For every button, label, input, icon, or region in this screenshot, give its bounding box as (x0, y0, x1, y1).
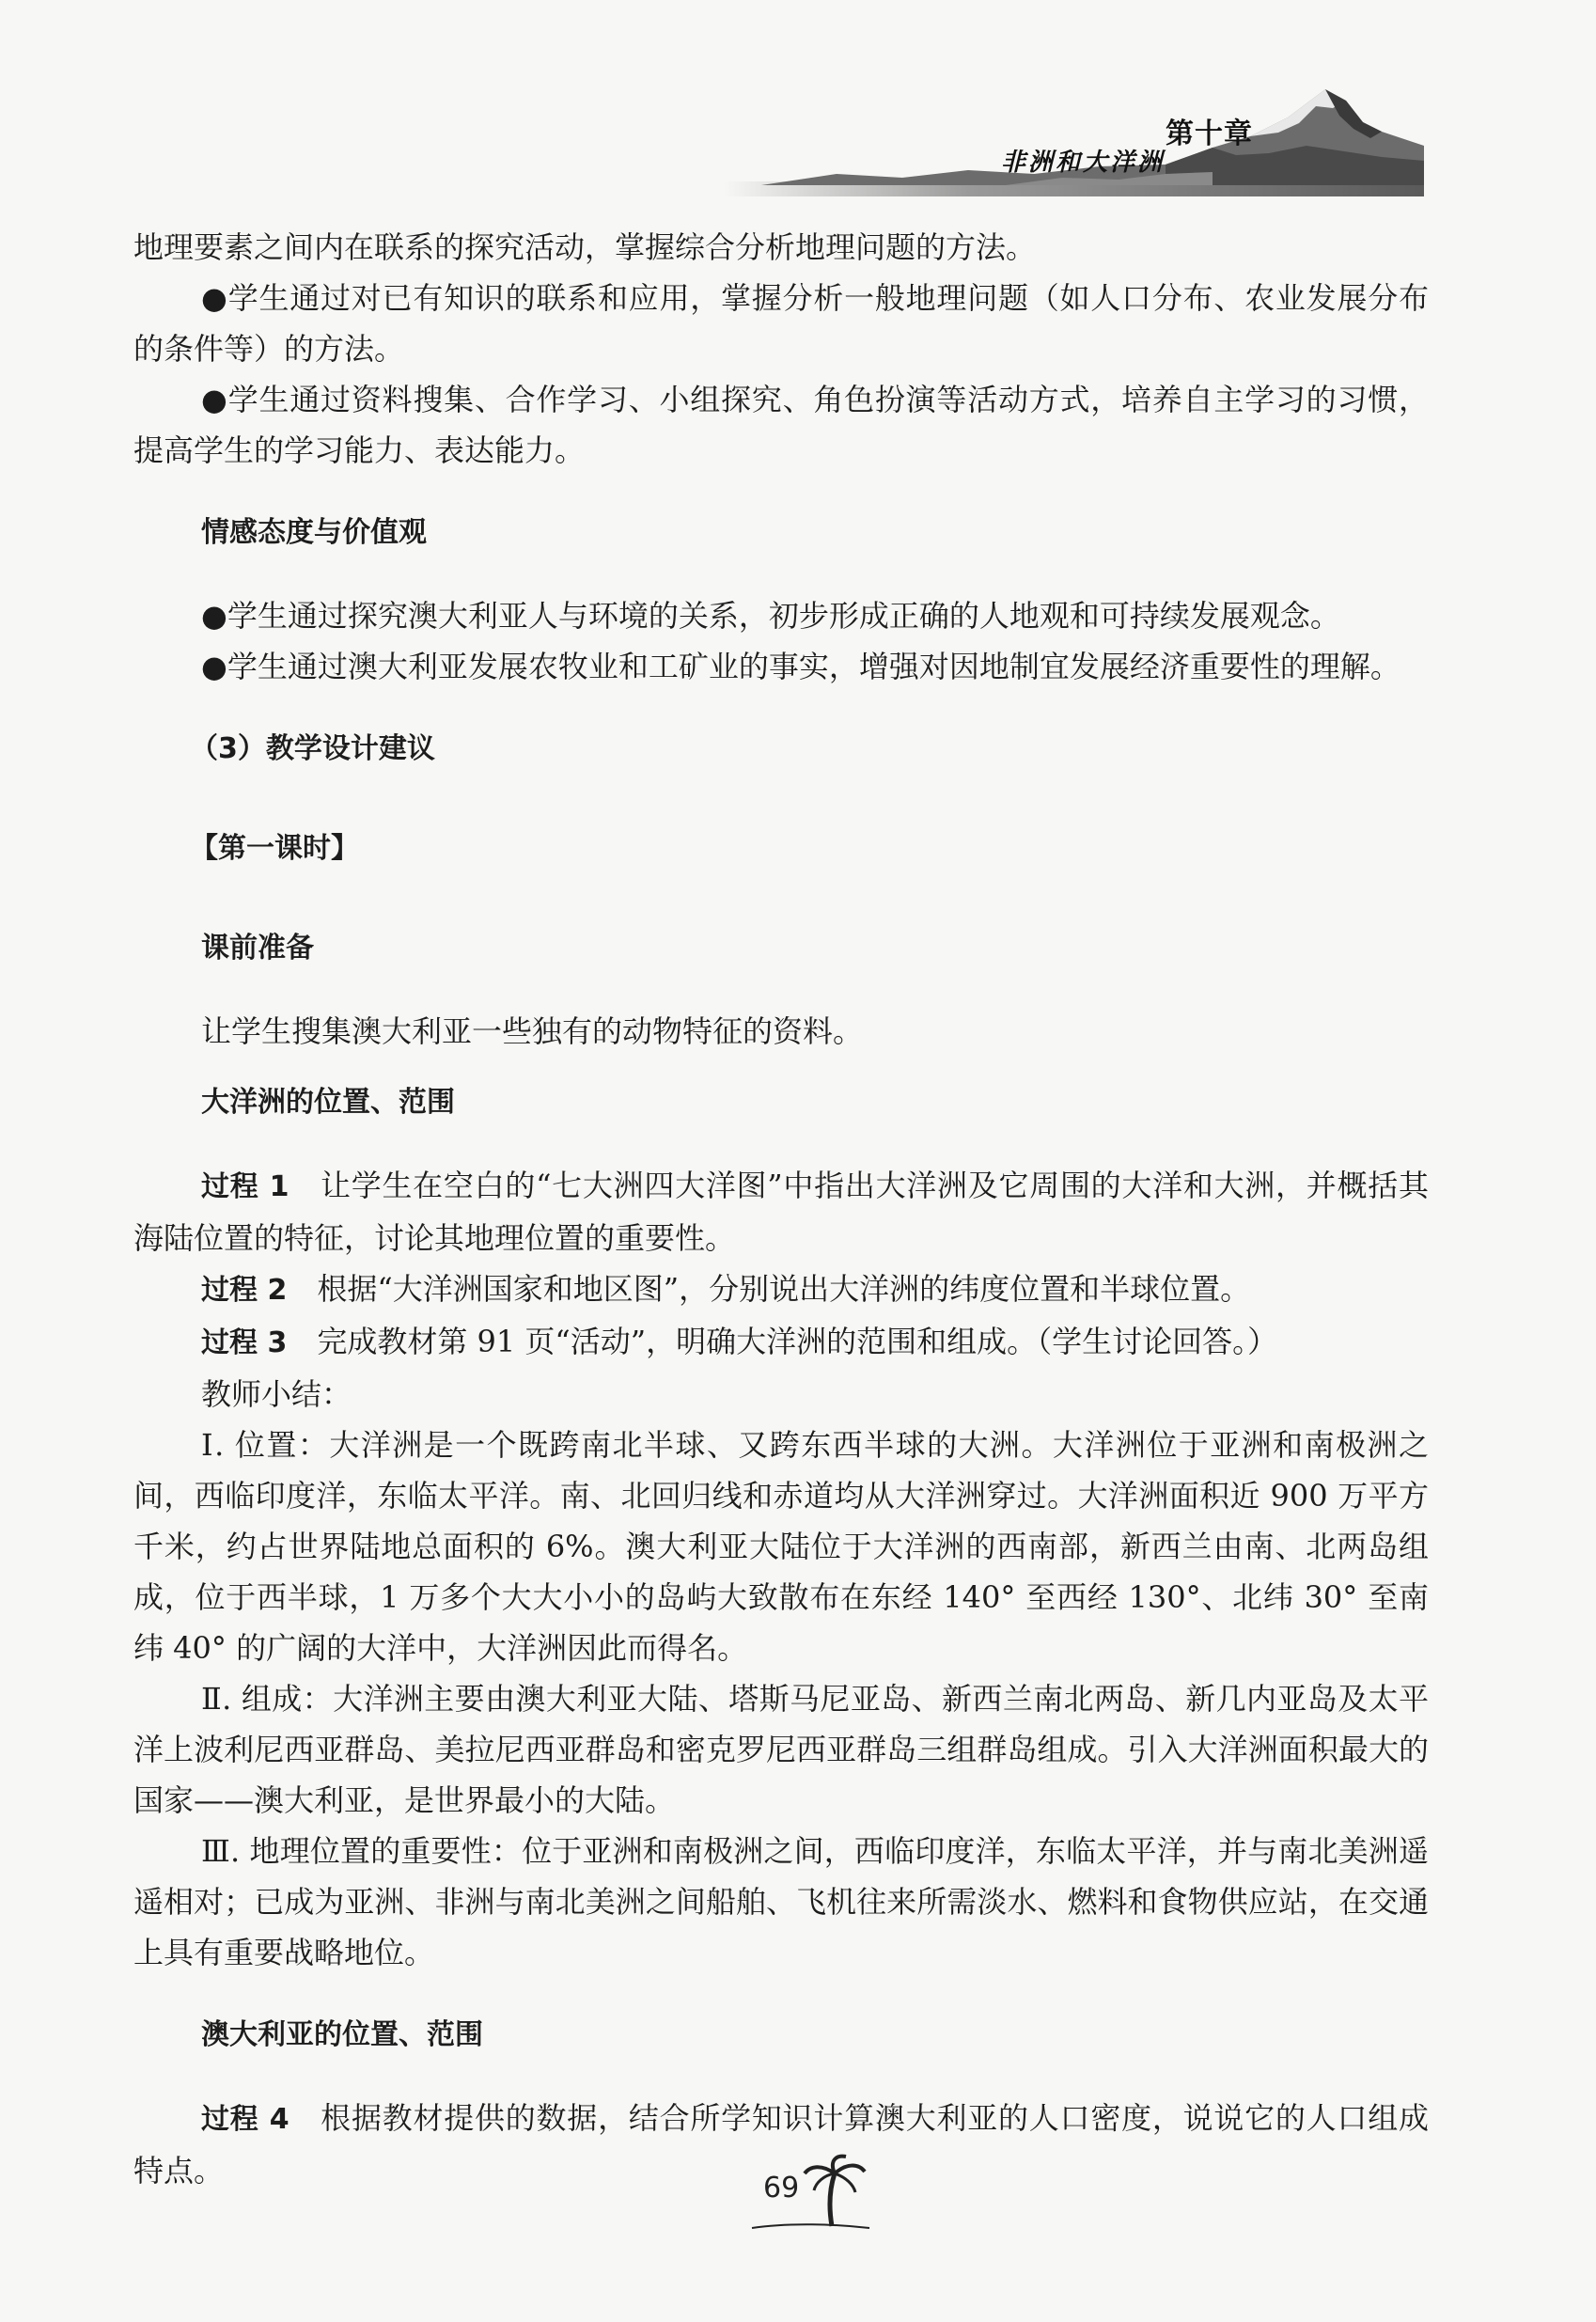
bullet-paragraph: ●学生通过澳大利亚发展农牧业和工矿业的事实，增强对因地制宜发展经济重要性的理解。 (201, 649, 1400, 684)
process-text: 让学生在空白的“七大洲四大洋图”中指出大洋洲及它周围的大洋和大洲，并概括其海陆位置的特征，讨论其地理位置的重要性。 (133, 1168, 1429, 1256)
page-footer (743, 2153, 874, 2237)
process-paragraph (133, 1316, 1429, 1369)
paragraph: 教师小结： (201, 1376, 352, 1412)
process-text: 根据“大洋洲国家和地区图”，分别说出大洋洲的纬度位置和半球位置。 (317, 1271, 1251, 1307)
summary-paragraph: Ⅲ. 地理位置的重要性：位于亚洲和南极洲之间，西临印度洋，东临太平洋，并与南北美洲遥遥相对；已成为亚洲、非洲与南北美洲之间船舶、飞机往来所需淡水、燃料和食物供应站，在交通上具有重要战略地位。 (133, 1833, 1429, 1970)
process-label: 过程 2 (201, 1274, 288, 1307)
chapter-number: 第十章 (1166, 118, 1253, 150)
paragraph: 让学生搜集澳大利亚一些独有的动物特征的资料。 (201, 1013, 864, 1049)
section-heading: 课前准备 (201, 932, 314, 965)
bullet-paragraph: ●学生通过资料搜集、合作学习、小组探究、角色扮演等活动方式，培养自主学习的习惯，提高学生的学习能力、表达能力。 (133, 382, 1429, 468)
lesson-heading: 【第一课时】 (190, 832, 359, 865)
section-heading: 澳大利亚的位置、范围 (201, 2018, 483, 2051)
chapter-header (724, 80, 1424, 202)
process-label: 过程 4 (201, 2103, 289, 2136)
paragraph: 地理要素之间内在联系的探究活动，掌握综合分析地理问题的方法。 (133, 229, 1037, 265)
section-heading: （3）教学设计建议 (190, 732, 435, 765)
body-text (133, 222, 1429, 2196)
process-paragraph (133, 1263, 1429, 1316)
palm-tree-icon (743, 2153, 874, 2237)
bullet-paragraph: ●学生通过对已有知识的联系和应用，掌握分析一般地理问题（如人口分布、农业发展分布的条件等）的方法。 (133, 280, 1429, 367)
section-heading: 大洋洲的位置、范围 (201, 1086, 455, 1119)
section-heading: 情感态度与价值观 (201, 516, 427, 549)
summary-paragraph: Ⅰ. 位置：大洋洲是一个既跨南北半球、又跨东西半球的大洲。大洋洲位于亚洲和南极洲之间，西临印度洋，东临太平洋。南、北回归线和赤道均从大洋洲穿过。大洋洲面积近 900 万平方千米，约占世界陆地总面积的 6%。澳大利亚大陆位于大洋洲的西南部，新西兰由南、北两岛组成，位于西半球，1 万多个大大小小的岛屿大致散布在东经 140° 至西经 130°、北纬 30° 至南纬 40° 的广阔的大洋中，大洋洲因此而得名。 (133, 1427, 1429, 1666)
process-text: 完成教材第 91 页“活动”，明确大洋洲的范围和组成。（学生讨论回答。） (317, 1324, 1278, 1359)
bullet-paragraph: ●学生通过探究澳大利亚人与环境的关系，初步形成正确的人地观和可持续发展观念。 (201, 598, 1340, 634)
process-paragraph (133, 1160, 1429, 1263)
process-text: 根据教材提供的数据，结合所学知识计算澳大利亚的人口密度，说说它的人口组成特点。 (133, 2100, 1429, 2189)
process-label: 过程 1 (201, 1170, 289, 1203)
mountain-banner-icon (724, 80, 1424, 202)
summary-paragraph: Ⅱ. 组成：大洋洲主要由澳大利亚大陆、塔斯马尼亚岛、新西兰南北两岛、新几内亚岛及太平洋上波利尼西亚群岛、美拉尼西亚群岛和密克罗尼西亚群岛三组群岛组成。引入大洋洲面积最大的国家——澳大利亚，是世界最小的大陆。 (133, 1681, 1429, 1818)
process-label: 过程 3 (201, 1326, 288, 1359)
chapter-title: 非洲和大洋洲 (1001, 149, 1166, 177)
page-number: 69 (763, 2172, 800, 2204)
